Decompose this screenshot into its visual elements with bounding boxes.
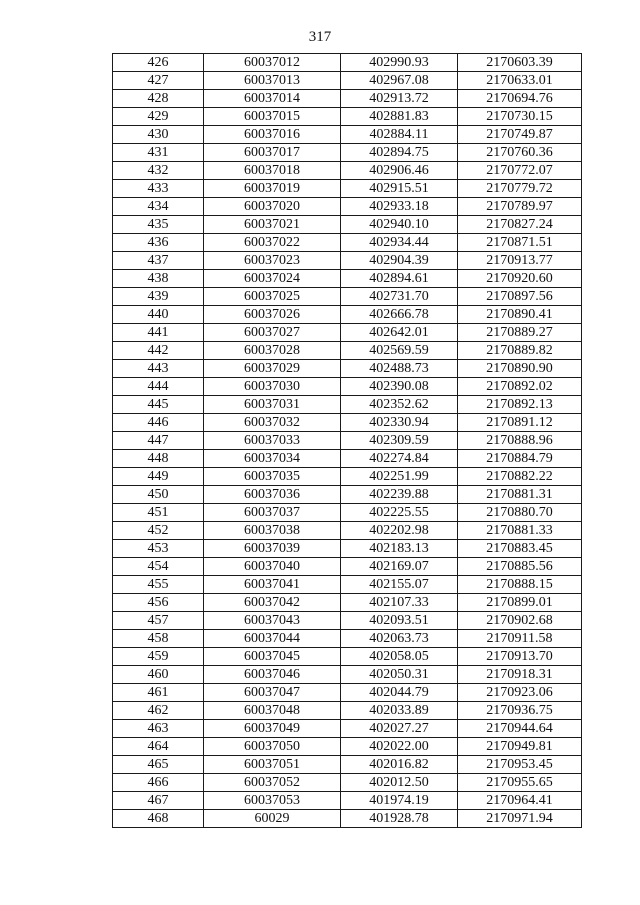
- x-coordinate-cell: 402063.73: [341, 630, 458, 648]
- x-coordinate-cell: 402990.93: [341, 54, 458, 72]
- point-id-cell: 60037026: [204, 306, 341, 324]
- coordinates-table-body: [113, 54, 582, 828]
- table-row: [113, 306, 582, 324]
- point-id-cell: 60029: [204, 810, 341, 828]
- x-coordinate-cell: 402016.82: [341, 756, 458, 774]
- point-id-cell: 60037028: [204, 342, 341, 360]
- point-index-cell: 463: [113, 720, 204, 738]
- y-coordinate-cell: 2170902.68: [458, 612, 582, 630]
- point-id-cell: 60037038: [204, 522, 341, 540]
- x-coordinate-cell: 402093.51: [341, 612, 458, 630]
- x-coordinate-cell: 402642.01: [341, 324, 458, 342]
- x-coordinate-cell: 402202.98: [341, 522, 458, 540]
- x-coordinate-cell: 401974.19: [341, 792, 458, 810]
- x-coordinate-cell: 402913.72: [341, 90, 458, 108]
- point-id-cell: 60037039: [204, 540, 341, 558]
- x-coordinate-cell: 402894.61: [341, 270, 458, 288]
- x-coordinate-cell: 402251.99: [341, 468, 458, 486]
- point-id-cell: 60037022: [204, 234, 341, 252]
- y-coordinate-cell: 2170890.90: [458, 360, 582, 378]
- point-id-cell: 60037032: [204, 414, 341, 432]
- point-index-cell: 467: [113, 792, 204, 810]
- y-coordinate-cell: 2170772.07: [458, 162, 582, 180]
- y-coordinate-cell: 2170884.79: [458, 450, 582, 468]
- point-index-cell: 439: [113, 288, 204, 306]
- point-id-cell: 60037017: [204, 144, 341, 162]
- point-index-cell: 435: [113, 216, 204, 234]
- point-id-cell: 60037044: [204, 630, 341, 648]
- y-coordinate-cell: 2170890.41: [458, 306, 582, 324]
- x-coordinate-cell: 402666.78: [341, 306, 458, 324]
- point-index-cell: 460: [113, 666, 204, 684]
- table-row: [113, 684, 582, 702]
- point-index-cell: 448: [113, 450, 204, 468]
- point-index-cell: 426: [113, 54, 204, 72]
- point-id-cell: 60037035: [204, 468, 341, 486]
- table-row: [113, 468, 582, 486]
- table-row: [113, 414, 582, 432]
- table-row: [113, 378, 582, 396]
- table-row: [113, 738, 582, 756]
- point-index-cell: 445: [113, 396, 204, 414]
- x-coordinate-cell: 402169.07: [341, 558, 458, 576]
- point-id-cell: 60037023: [204, 252, 341, 270]
- y-coordinate-cell: 2170891.12: [458, 414, 582, 432]
- point-index-cell: 443: [113, 360, 204, 378]
- y-coordinate-cell: 2170889.82: [458, 342, 582, 360]
- x-coordinate-cell: 402390.08: [341, 378, 458, 396]
- point-id-cell: 60037020: [204, 198, 341, 216]
- point-index-cell: 447: [113, 432, 204, 450]
- point-id-cell: 60037041: [204, 576, 341, 594]
- table-row: [113, 216, 582, 234]
- x-coordinate-cell: 402033.89: [341, 702, 458, 720]
- table-row: [113, 648, 582, 666]
- x-coordinate-cell: 402967.08: [341, 72, 458, 90]
- point-index-cell: 434: [113, 198, 204, 216]
- y-coordinate-cell: 2170892.02: [458, 378, 582, 396]
- table-row: [113, 522, 582, 540]
- table-row: [113, 180, 582, 198]
- point-id-cell: 60037029: [204, 360, 341, 378]
- point-id-cell: 60037019: [204, 180, 341, 198]
- table-row: [113, 666, 582, 684]
- y-coordinate-cell: 2170918.31: [458, 666, 582, 684]
- x-coordinate-cell: 402309.59: [341, 432, 458, 450]
- point-index-cell: 428: [113, 90, 204, 108]
- x-coordinate-cell: 402934.44: [341, 234, 458, 252]
- point-id-cell: 60037012: [204, 54, 341, 72]
- x-coordinate-cell: 402044.79: [341, 684, 458, 702]
- point-index-cell: 436: [113, 234, 204, 252]
- table-row: [113, 504, 582, 522]
- point-id-cell: 60037048: [204, 702, 341, 720]
- point-id-cell: 60037033: [204, 432, 341, 450]
- point-index-cell: 449: [113, 468, 204, 486]
- table-row: [113, 792, 582, 810]
- x-coordinate-cell: 402022.00: [341, 738, 458, 756]
- point-index-cell: 444: [113, 378, 204, 396]
- x-coordinate-cell: 402012.50: [341, 774, 458, 792]
- x-coordinate-cell: 402904.39: [341, 252, 458, 270]
- y-coordinate-cell: 2170749.87: [458, 126, 582, 144]
- point-index-cell: 441: [113, 324, 204, 342]
- point-index-cell: 451: [113, 504, 204, 522]
- table-row: [113, 396, 582, 414]
- point-index-cell: 442: [113, 342, 204, 360]
- table-row: [113, 270, 582, 288]
- x-coordinate-cell: 402274.84: [341, 450, 458, 468]
- table-row: [113, 576, 582, 594]
- point-index-cell: 437: [113, 252, 204, 270]
- x-coordinate-cell: 402027.27: [341, 720, 458, 738]
- point-index-cell: 461: [113, 684, 204, 702]
- point-index-cell: 459: [113, 648, 204, 666]
- y-coordinate-cell: 2170892.13: [458, 396, 582, 414]
- point-id-cell: 60037030: [204, 378, 341, 396]
- point-id-cell: 60037018: [204, 162, 341, 180]
- x-coordinate-cell: 402569.59: [341, 342, 458, 360]
- y-coordinate-cell: 2170920.60: [458, 270, 582, 288]
- table-row: [113, 342, 582, 360]
- table-row: [113, 198, 582, 216]
- y-coordinate-cell: 2170888.96: [458, 432, 582, 450]
- point-index-cell: 429: [113, 108, 204, 126]
- point-id-cell: 60037052: [204, 774, 341, 792]
- point-index-cell: 464: [113, 738, 204, 756]
- table-row: [113, 144, 582, 162]
- point-id-cell: 60037050: [204, 738, 341, 756]
- point-index-cell: 465: [113, 756, 204, 774]
- table-row: [113, 324, 582, 342]
- x-coordinate-cell: 402933.18: [341, 198, 458, 216]
- point-index-cell: 427: [113, 72, 204, 90]
- y-coordinate-cell: 2170936.75: [458, 702, 582, 720]
- point-index-cell: 432: [113, 162, 204, 180]
- y-coordinate-cell: 2170953.45: [458, 756, 582, 774]
- x-coordinate-cell: 402352.62: [341, 396, 458, 414]
- table-row: [113, 252, 582, 270]
- x-coordinate-cell: 402225.55: [341, 504, 458, 522]
- y-coordinate-cell: 2170899.01: [458, 594, 582, 612]
- point-index-cell: 466: [113, 774, 204, 792]
- x-coordinate-cell: 402915.51: [341, 180, 458, 198]
- table-row: [113, 810, 582, 828]
- table-row: [113, 612, 582, 630]
- point-id-cell: 60037016: [204, 126, 341, 144]
- point-id-cell: 60037046: [204, 666, 341, 684]
- point-id-cell: 60037021: [204, 216, 341, 234]
- point-index-cell: 440: [113, 306, 204, 324]
- point-index-cell: 452: [113, 522, 204, 540]
- point-id-cell: 60037024: [204, 270, 341, 288]
- y-coordinate-cell: 2170971.94: [458, 810, 582, 828]
- point-id-cell: 60037051: [204, 756, 341, 774]
- x-coordinate-cell: 402050.31: [341, 666, 458, 684]
- y-coordinate-cell: 2170827.24: [458, 216, 582, 234]
- point-id-cell: 60037042: [204, 594, 341, 612]
- table-row: [113, 126, 582, 144]
- y-coordinate-cell: 2170871.51: [458, 234, 582, 252]
- x-coordinate-cell: 402330.94: [341, 414, 458, 432]
- point-index-cell: 438: [113, 270, 204, 288]
- table-row: [113, 108, 582, 126]
- point-id-cell: 60037031: [204, 396, 341, 414]
- y-coordinate-cell: 2170633.01: [458, 72, 582, 90]
- y-coordinate-cell: 2170955.65: [458, 774, 582, 792]
- point-id-cell: 60037025: [204, 288, 341, 306]
- point-index-cell: 433: [113, 180, 204, 198]
- table-row: [113, 756, 582, 774]
- y-coordinate-cell: 2170889.27: [458, 324, 582, 342]
- table-row: [113, 450, 582, 468]
- point-id-cell: 60037015: [204, 108, 341, 126]
- point-id-cell: 60037053: [204, 792, 341, 810]
- y-coordinate-cell: 2170881.31: [458, 486, 582, 504]
- x-coordinate-cell: 402239.88: [341, 486, 458, 504]
- table-row: [113, 432, 582, 450]
- x-coordinate-cell: 402488.73: [341, 360, 458, 378]
- table-row: [113, 774, 582, 792]
- x-coordinate-cell: 402183.13: [341, 540, 458, 558]
- y-coordinate-cell: 2170882.22: [458, 468, 582, 486]
- point-index-cell: 431: [113, 144, 204, 162]
- y-coordinate-cell: 2170911.58: [458, 630, 582, 648]
- x-coordinate-cell: 402155.07: [341, 576, 458, 594]
- x-coordinate-cell: 402884.11: [341, 126, 458, 144]
- y-coordinate-cell: 2170888.15: [458, 576, 582, 594]
- x-coordinate-cell: 402940.10: [341, 216, 458, 234]
- y-coordinate-cell: 2170730.15: [458, 108, 582, 126]
- x-coordinate-cell: 402107.33: [341, 594, 458, 612]
- table-row: [113, 288, 582, 306]
- point-index-cell: 456: [113, 594, 204, 612]
- table-row: [113, 234, 582, 252]
- point-index-cell: 446: [113, 414, 204, 432]
- point-index-cell: 453: [113, 540, 204, 558]
- point-id-cell: 60037027: [204, 324, 341, 342]
- y-coordinate-cell: 2170603.39: [458, 54, 582, 72]
- y-coordinate-cell: 2170694.76: [458, 90, 582, 108]
- y-coordinate-cell: 2170964.41: [458, 792, 582, 810]
- point-id-cell: 60037014: [204, 90, 341, 108]
- point-id-cell: 60037013: [204, 72, 341, 90]
- y-coordinate-cell: 2170949.81: [458, 738, 582, 756]
- coordinates-table: [112, 53, 582, 828]
- y-coordinate-cell: 2170881.33: [458, 522, 582, 540]
- x-coordinate-cell: 401928.78: [341, 810, 458, 828]
- y-coordinate-cell: 2170779.72: [458, 180, 582, 198]
- table-row: [113, 702, 582, 720]
- y-coordinate-cell: 2170923.06: [458, 684, 582, 702]
- table-row: [113, 630, 582, 648]
- y-coordinate-cell: 2170944.64: [458, 720, 582, 738]
- point-index-cell: 450: [113, 486, 204, 504]
- table-row: [113, 72, 582, 90]
- point-id-cell: 60037037: [204, 504, 341, 522]
- page-number: 317: [308, 29, 332, 45]
- point-index-cell: 457: [113, 612, 204, 630]
- y-coordinate-cell: 2170880.70: [458, 504, 582, 522]
- point-index-cell: 468: [113, 810, 204, 828]
- table-row: [113, 90, 582, 108]
- y-coordinate-cell: 2170883.45: [458, 540, 582, 558]
- y-coordinate-cell: 2170913.77: [458, 252, 582, 270]
- point-id-cell: 60037040: [204, 558, 341, 576]
- point-index-cell: 462: [113, 702, 204, 720]
- x-coordinate-cell: 402881.83: [341, 108, 458, 126]
- y-coordinate-cell: 2170885.56: [458, 558, 582, 576]
- x-coordinate-cell: 402906.46: [341, 162, 458, 180]
- point-index-cell: 454: [113, 558, 204, 576]
- table-row: [113, 720, 582, 738]
- point-id-cell: 60037036: [204, 486, 341, 504]
- x-coordinate-cell: 402058.05: [341, 648, 458, 666]
- y-coordinate-cell: 2170897.56: [458, 288, 582, 306]
- y-coordinate-cell: 2170913.70: [458, 648, 582, 666]
- point-id-cell: 60037045: [204, 648, 341, 666]
- point-index-cell: 430: [113, 126, 204, 144]
- table-row: [113, 162, 582, 180]
- x-coordinate-cell: 402731.70: [341, 288, 458, 306]
- table-row: [113, 558, 582, 576]
- point-id-cell: 60037049: [204, 720, 341, 738]
- y-coordinate-cell: 2170789.97: [458, 198, 582, 216]
- point-id-cell: 60037043: [204, 612, 341, 630]
- table-row: [113, 486, 582, 504]
- point-index-cell: 458: [113, 630, 204, 648]
- y-coordinate-cell: 2170760.36: [458, 144, 582, 162]
- table-row: [113, 54, 582, 72]
- x-coordinate-cell: 402894.75: [341, 144, 458, 162]
- point-id-cell: 60037047: [204, 684, 341, 702]
- table-row: [113, 540, 582, 558]
- point-index-cell: 455: [113, 576, 204, 594]
- table-row: [113, 594, 582, 612]
- table-row: [113, 360, 582, 378]
- point-id-cell: 60037034: [204, 450, 341, 468]
